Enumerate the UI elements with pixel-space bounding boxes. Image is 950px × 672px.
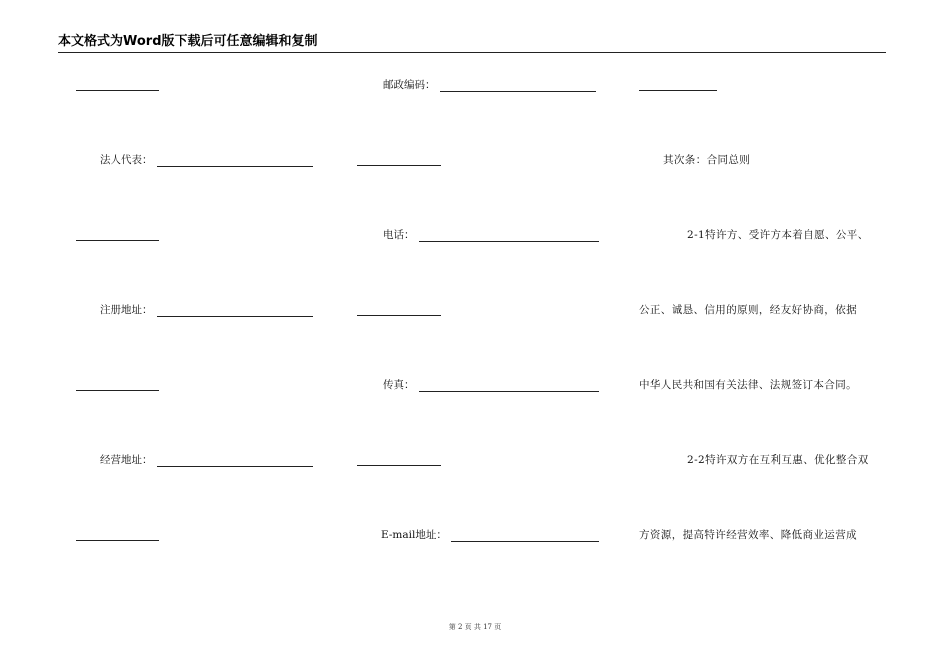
blank-line — [357, 455, 441, 466]
postcode-label: 邮政编码： — [383, 79, 436, 91]
blank-line — [357, 305, 441, 316]
fax-blank — [419, 381, 599, 392]
blank-line — [639, 80, 717, 91]
article-line: 2-1特许方、受许方本着自愿、公平、 — [687, 229, 869, 241]
reg-address-field — [100, 303, 313, 317]
blank-line — [76, 530, 159, 541]
biz-address-field — [100, 453, 313, 467]
fax-label: 传真： — [383, 379, 415, 391]
phone-blank — [419, 231, 599, 242]
legal-rep-label: 法人代表： — [100, 154, 153, 166]
email-blank — [451, 531, 599, 542]
article-heading: 其次条：合同总则 — [663, 154, 751, 166]
phone-label: 电话： — [383, 229, 415, 241]
blank-line — [76, 230, 159, 241]
biz-address-label: 经营地址： — [100, 454, 153, 466]
page-footer: 第 2 页 共 17 页 — [448, 623, 502, 631]
blank-line — [76, 380, 159, 391]
reg-address-label: 注册地址： — [100, 304, 153, 316]
biz-address-blank — [157, 456, 313, 467]
postcode-blank — [440, 81, 596, 92]
phone-field — [383, 228, 599, 242]
email-label: E-mail地址： — [381, 529, 447, 541]
blank-line — [357, 155, 441, 166]
header-title: 本文格式为Word版下载后可任意编辑和复制 — [58, 34, 318, 49]
article-line: 公正、诚恳、信用的原则，经友好协商，依据 — [639, 304, 857, 316]
article-line: 方资源，提高特许经营效率、降低商业运营成 — [639, 529, 857, 541]
reg-address-blank — [157, 306, 313, 317]
blank-line — [76, 80, 159, 91]
page-header — [58, 34, 886, 53]
article-line: 2-2特许双方在互利互惠、优化整合双 — [687, 454, 869, 466]
postcode-field — [383, 78, 596, 92]
email-field — [381, 528, 599, 542]
fax-field — [383, 378, 599, 392]
legal-rep-blank — [157, 156, 313, 167]
article-line: 中华人民共和国有关法律、法规签订本合同。 — [639, 379, 857, 391]
legal-rep-field — [100, 153, 313, 167]
